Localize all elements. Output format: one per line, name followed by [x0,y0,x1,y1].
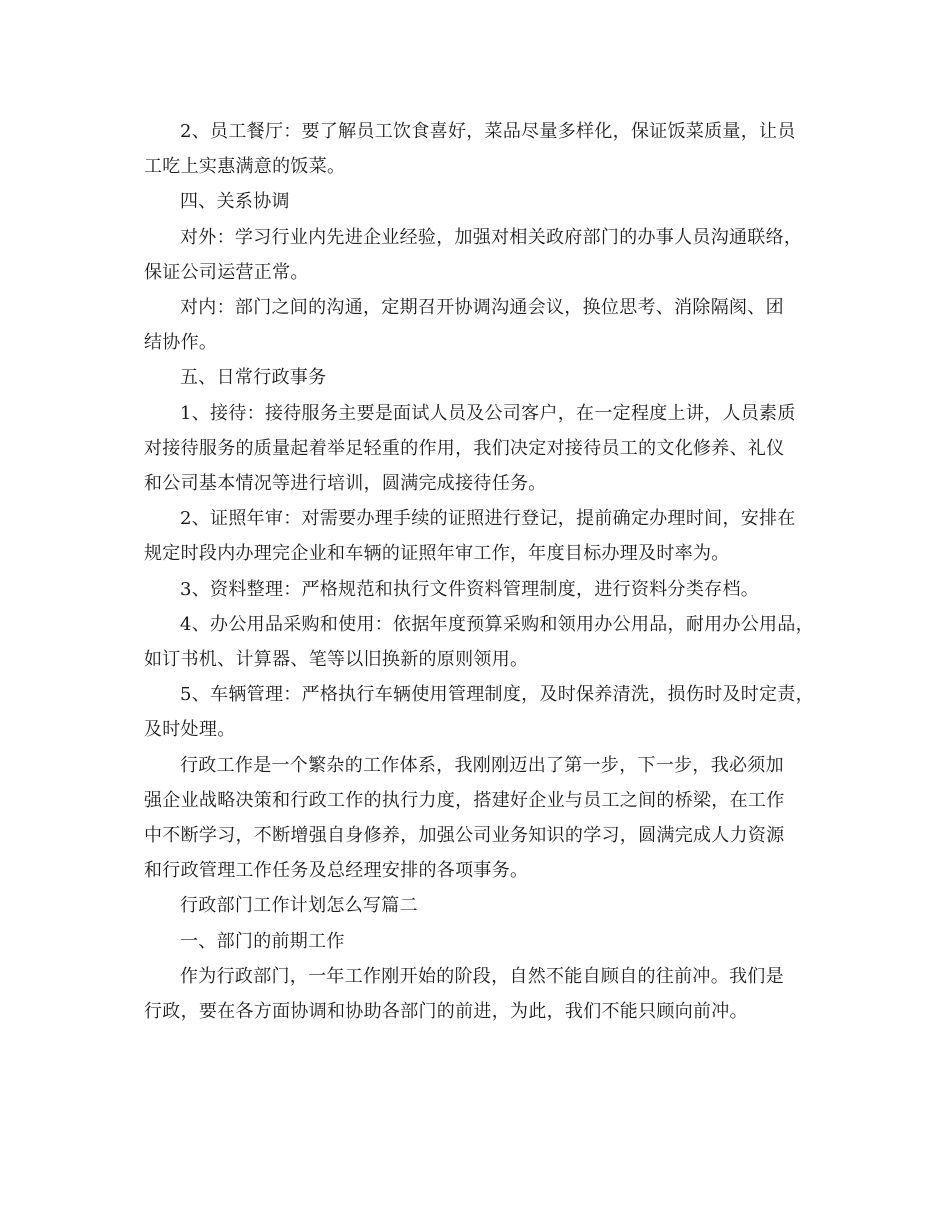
paragraph-line: 5、车辆管理：严格执行车辆使用管理制度，及时保养清洗，损伤时及时定责， [180,684,814,706]
paragraph [144,501,824,571]
paragraph-line: 结协作。 [144,332,218,354]
paragraph [144,572,824,607]
section-heading: 五、日常行政事务 [180,367,327,389]
paragraph-line: 工吃上实惠满意的饭菜。 [144,156,346,178]
paragraph-line: 2、员工餐厅：要了解员工饮食喜好，菜品尽量多样化，保证饭菜质量，让员 [180,121,796,142]
document-body [144,114,824,1029]
paragraph [144,290,824,360]
paragraph [144,220,824,290]
paragraph-line: 4、办公用品采购和使用：依据年度预算采购和领用办公用品，耐用办公用品， [180,613,814,635]
section-heading: 一、部门的前期工作 [180,930,345,952]
paragraph-line: 对接待服务的质量起着举足轻重的作用，我们决定对接待员工的文化修养、礼仪 [144,437,785,459]
paragraph [144,677,824,747]
section-heading: 行政部门工作计划怎么写篇二 [180,895,418,917]
paragraph [144,748,824,889]
paragraph-line: 和公司基本情况等进行培训，圆满完成接待任务。 [144,473,547,495]
paragraph-line: 3、资料整理：严格规范和执行文件资料管理制度，进行资料分类存档。 [180,578,760,600]
paragraph-line: 及时处理。 [144,719,236,741]
paragraph [144,396,824,502]
paragraph-line: 规定时段内办理完企业和车辆的证照年审工作，年度目标办理及时率为。 [144,543,730,565]
paragraph-line: 对外：学习行业内先进企业经验，加强对相关政府部门的办事人员沟通联络， [180,226,803,248]
paragraph [144,607,824,677]
paragraph-line: 行政工作是一个繁杂的工作体系，我刚刚迈出了第一步，下一步，我必须加 [180,754,784,776]
paragraph-line: 如订书机、计算器、笔等以旧换新的原则领用。 [144,649,529,671]
paragraph-line: 2、证照年审：对需要办理手续的证照进行登记，提前确定办理时间，安排在 [180,508,796,530]
paragraph-line: 作为行政部门，一年工作刚开始的阶段，自然不能自顾自的往前冲。我们是 [180,965,784,987]
paragraph-line: 中不断学习，不断增强自身修养，加强公司业务知识的学习，圆满完成人力资源 [144,825,785,847]
paragraph [144,959,824,1029]
paragraph-line: 行政，要在各方面协调和协助各部门的前进，为此，我们不能只顾向前冲。 [144,1001,748,1023]
section-heading: 四、关系协调 [180,191,290,213]
paragraph [144,114,824,184]
paragraph-line: 对内：部门之间的沟通，定期召开协调沟通会议，换位思考、消除隔阂、团 [180,297,784,319]
paragraph-line: 和行政管理工作任务及总经理安排的各项事务。 [144,860,529,882]
paragraph-line: 强企业战略决策和行政工作的执行力度，搭建好企业与员工之间的桥梁，在工作 [144,789,785,811]
paragraph-line: 1、接待：接待服务主要是面试人员及公司客户，在一定程度上讲，人员素质 [180,402,796,424]
paragraph-line: 保证公司运营正常。 [144,261,309,283]
